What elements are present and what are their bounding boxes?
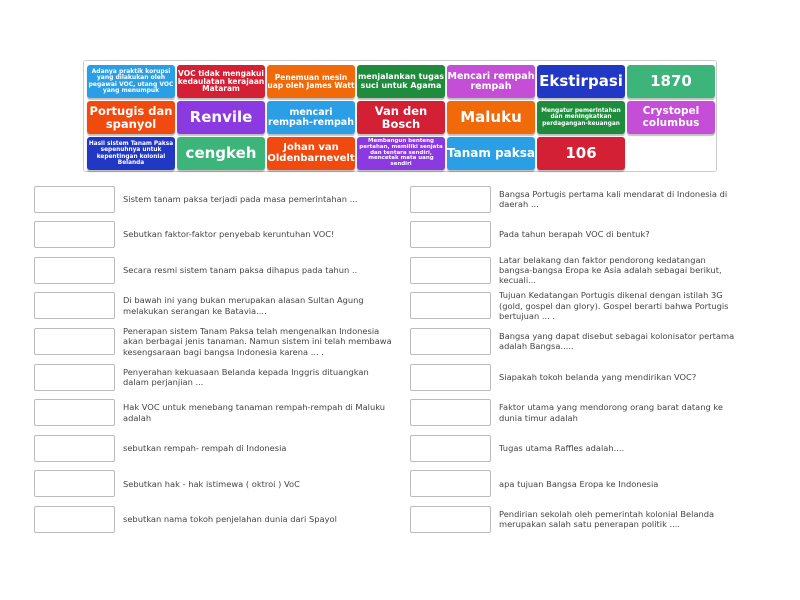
answer-drop-box[interactable]: [34, 470, 115, 497]
answer-drop-box[interactable]: [34, 328, 115, 355]
question-text: Latar belakang dan faktor pendorong kedatangan bangsa-bangsa Eropa ke Asia adalah sebagai berikut, kecuali...: [499, 254, 722, 286]
question-row: [410, 359, 739, 395]
question-text: Sebutkan hak - hak istimewa ( oktroi ) VoC: [123, 478, 300, 489]
answer-tile[interactable]: VOC tidak mengakui kedaulatan kerajaan Mataram: [177, 65, 265, 98]
answer-tile[interactable]: cengkeh: [177, 137, 265, 170]
question-text: Siapakah tokoh belanda yang mendirikan VOC?: [499, 371, 697, 382]
question-text: Pada tahun berapah VOC di bentuk?: [499, 229, 650, 240]
answer-tile[interactable]: Adanya praktik korupsi yang dilakukan oleh pegawai VOC, utang VOC yang menumpuk: [87, 65, 175, 98]
answer-tile[interactable]: Renvile: [177, 101, 265, 134]
answer-drop-box[interactable]: [410, 399, 491, 426]
answer-drop-box[interactable]: [34, 186, 115, 213]
answer-tile-bank: [83, 60, 717, 172]
question-text: Penerapan sistem Tanam Paksa telah mengenalkan Indonesia akan berbagai jenis tanaman. Namun sistem ini telah membawa kesengsaraan bagi bangsa Indonesia karena ... .: [123, 325, 392, 357]
answer-drop-box[interactable]: [34, 364, 115, 391]
question-text: Sebutkan faktor-faktor penyebab keruntuhan VOC!: [123, 229, 335, 240]
question-text: Tugas utama Raffles adalah....: [499, 443, 625, 453]
answer-tile[interactable]: 1870: [627, 65, 715, 98]
question-text: Pendirian sekolah oleh pemerintah kolonial Belanda merupakan salah satu penerapan politik ....: [499, 509, 715, 530]
question-row: [410, 395, 739, 431]
answer-tile[interactable]: 106: [537, 137, 625, 170]
question-text: Bangsa Portugis pertama kali mendarat di Indonesia di daerah ...: [499, 188, 728, 209]
answer-drop-box[interactable]: [410, 292, 491, 319]
answer-drop-box[interactable]: [34, 257, 115, 284]
answer-tile[interactable]: Mengatur pemerintahan dan meningkatkan perdagangan-keuangan: [537, 101, 625, 134]
question-row: [410, 430, 739, 466]
question-text: Penyerahan kekuasaan Belanda kepada Inggris dituangkan dalam perjanjian ...: [123, 366, 369, 387]
question-row: [410, 288, 739, 324]
answer-drop-box[interactable]: [34, 221, 115, 248]
question-row: [34, 288, 393, 324]
answer-tile[interactable]: Portugis dan spanyol: [87, 101, 175, 134]
question-text: sebutkan rempah- rempah di Indonesia: [123, 443, 287, 453]
question-row: [34, 466, 393, 502]
answer-drop-box[interactable]: [410, 221, 491, 248]
answer-tile[interactable]: Mencari rempah rempah: [447, 65, 535, 98]
answer-drop-box[interactable]: [410, 364, 491, 391]
answer-tile[interactable]: Van den Bosch: [357, 101, 445, 134]
question-text: Faktor utama yang mendorong orang barat datang ke dunia timur adalah: [499, 402, 724, 423]
answer-drop-box[interactable]: [34, 292, 115, 319]
question-text: Secara resmi sistem tanam paksa dihapus pada tahun ..: [123, 265, 358, 275]
answer-tile[interactable]: Hasil sistem Tanam Paksa sepenuhnya untuk kepentingan kolonial Belanda: [87, 137, 175, 170]
question-row: [34, 181, 393, 217]
answer-tile[interactable]: menjalankan tugas suci untuk Agama: [357, 65, 445, 98]
answer-drop-box[interactable]: [410, 435, 491, 462]
question-text: Tujuan Kedatangan Portugis dikenal dengan istilah 3G (gold, gospel dan glory). Gospel berarti bahwa Portugis bertujuan ... .: [499, 290, 729, 321]
answer-tile[interactable]: mencari rempah-rempah: [267, 101, 355, 134]
answer-drop-box[interactable]: [410, 328, 491, 355]
question-row: [34, 252, 393, 288]
question-row: [410, 466, 739, 502]
question-text: Sistem tanam paksa terjadi pada masa pemerintahan ...: [123, 193, 358, 204]
question-text: Hak VOC untuk menebang tanaman rempah-rempah di Maluku adalah: [123, 402, 386, 423]
question-text: apa tujuan Bangsa Eropa ke Indonesia: [499, 478, 659, 489]
answer-tile[interactable]: Tanam paksa: [447, 137, 535, 170]
question-row: [410, 252, 739, 288]
question-row: [410, 323, 739, 359]
question-row: [410, 181, 739, 217]
answer-tile[interactable]: Crystopel columbus: [627, 101, 715, 134]
answer-tile[interactable]: Maluku: [447, 101, 535, 134]
answer-tile[interactable]: Ekstirpasi: [537, 65, 625, 98]
question-text: Bangsa yang dapat disebut sebagai kolonisator pertama adalah Bangsa.....: [499, 331, 735, 352]
question-row: [410, 501, 739, 537]
answer-tile[interactable]: Membangun benteng pertahan, memiliki senjata dan tentara sendiri, mencetak mata uang sendiri: [357, 137, 445, 170]
question-text: Di bawah ini yang bukan merupakan alasan Sultan Agung melakukan serangan ke Batavia....: [123, 295, 364, 316]
question-row: [34, 430, 393, 466]
answer-tile[interactable]: Johan van Oldenbarnevelt: [267, 137, 355, 170]
question-row: [34, 323, 393, 359]
question-row: [34, 359, 393, 395]
answer-drop-box[interactable]: [410, 506, 491, 533]
answer-drop-box[interactable]: [410, 186, 491, 213]
question-row: [410, 217, 739, 253]
question-text: sebutkan nama tokoh penjelahan dunia dari Spayol: [123, 514, 337, 525]
answer-drop-box[interactable]: [34, 506, 115, 533]
answer-drop-box[interactable]: [410, 470, 491, 497]
answer-drop-box[interactable]: [34, 399, 115, 426]
answer-drop-box[interactable]: [34, 435, 115, 462]
question-row: [34, 217, 393, 253]
answer-drop-box[interactable]: [410, 257, 491, 284]
question-row: [34, 501, 393, 537]
question-row: [34, 395, 393, 431]
answer-tile[interactable]: Penemuan mesin uap oleh James Watt: [267, 65, 355, 98]
